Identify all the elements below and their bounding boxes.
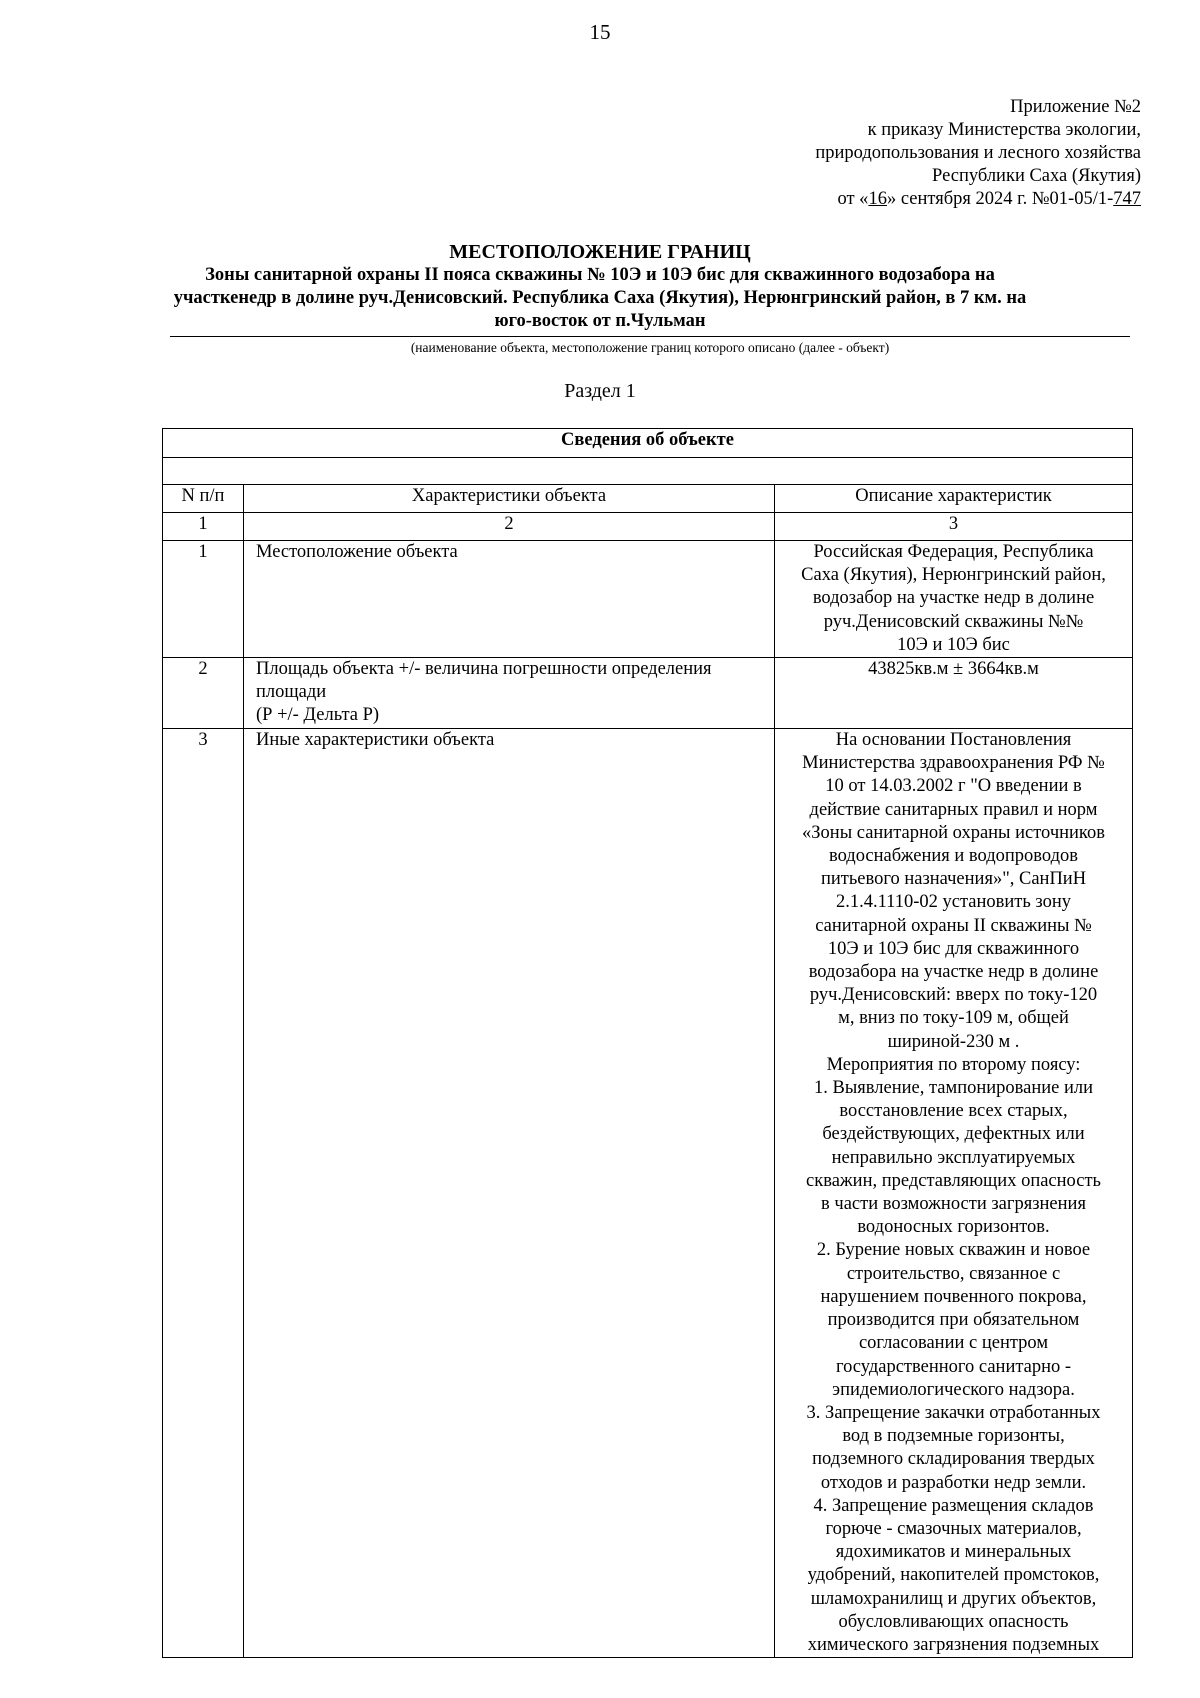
empty-cell [163, 458, 1133, 485]
row-description [775, 541, 1133, 658]
appendix-line: Приложение №2 [1010, 97, 1141, 117]
document-subtitle-line: Зоны санитарной охраны II пояса скважины № 10Э и 10Э бис для скважинного водозабора на [205, 265, 995, 285]
characteristic-line: площади [256, 682, 327, 703]
description-line: водозабора на участке недр в долине [808, 962, 1099, 983]
description-line: горюче - смазочных материалов, [825, 1518, 1082, 1539]
document-subtitle-line: юго-восток от п.Чульман [494, 311, 706, 331]
row-description [775, 729, 1133, 1658]
description-line: Российская Федерация, Республика [813, 542, 1094, 562]
description-line: шириной-230 м . [887, 1031, 1020, 1052]
title-underline [170, 336, 1130, 337]
index-cell: 3 [775, 513, 1133, 541]
description-line: бездействующих, дефектных или [822, 1124, 1085, 1145]
characteristic-line: (Р +/- Дельта Р) [256, 705, 380, 726]
description-line: На основании Постановления [835, 730, 1072, 751]
description-line: 10Э и 10Э бис для скважинного [827, 938, 1080, 959]
table-index-row [163, 513, 1133, 541]
row-characteristic [244, 658, 775, 729]
order-number: 747 [1113, 189, 1141, 209]
header-characteristics: Характеристики объекта [244, 485, 775, 513]
description-line: неправильно эксплуатируемых [831, 1147, 1076, 1168]
date-day: 16 [868, 189, 887, 209]
date-prefix: от « [837, 189, 869, 209]
section-heading: Раздел 1 [564, 380, 636, 402]
description-line: строительство, связанное с [846, 1263, 1061, 1284]
row-characteristic [244, 729, 775, 1658]
description-line: 2.1.4.1110-02 установить зону [835, 892, 1072, 913]
description-line: руч.Денисовский: вверх по току-120 [809, 985, 1098, 1006]
characteristic-line: Иные характеристики объекта [256, 730, 495, 751]
description-line: 4. Запрещение размещения складов [813, 1495, 1094, 1516]
description-line: вод в подземные горизонты, [842, 1426, 1065, 1447]
description-line: действие санитарных правил и норм [809, 799, 1098, 820]
description-line: санитарной охраны II скважины № [815, 915, 1092, 936]
characteristic-line: Площадь объекта +/- величина погрешности определения [256, 659, 712, 680]
description-line: восстановление всех старых, [839, 1101, 1068, 1122]
description-line: 43825кв.м ± 3664кв.м [868, 659, 1039, 680]
description-line: 10Э и 10Э бис [897, 634, 1010, 655]
appendix-line: Республики Саха (Якутия) [932, 166, 1141, 186]
description-line: в части возможности загрязнения [821, 1194, 1086, 1215]
table-row [163, 658, 1133, 729]
description-line: эпидемиологического надзора. [832, 1379, 1075, 1400]
table-row [163, 541, 1133, 658]
description-line: Саха (Якутия), Нерюнгринский район, [801, 565, 1106, 586]
index-cell: 1 [163, 513, 244, 541]
description-line: согласовании с центром [858, 1333, 1049, 1354]
description-line: водозабор на участке недр в долине [812, 588, 1095, 609]
row-number: 3 [163, 729, 244, 1658]
appendix-line: природопользования и лесного хозяйства [815, 143, 1141, 163]
page-number: 15 [589, 20, 611, 44]
document-subtitle-line: участкенедр в долине руч.Денисовский. Республика Саха (Якутия), Нерюнгринский район, в 7 км. на [173, 288, 1027, 308]
row-number: 2 [163, 658, 244, 729]
description-line: водоносных горизонтов. [857, 1217, 1050, 1238]
description-line: производится при обязательном [827, 1310, 1080, 1331]
title-caption: (наименование объекта, местоположение границ которого описано (далее - объект) [410, 340, 890, 355]
description-line: отходов и разработки недр земли. [820, 1472, 1087, 1493]
row-number: 1 [163, 541, 244, 658]
description-line: Министерства здравоохранения РФ № [802, 753, 1105, 774]
document-title: МЕСТОПОЛОЖЕНИЕ ГРАНИЦ [449, 241, 751, 263]
object-info-table [162, 428, 1133, 1658]
description-line: удобрений, накопителей промстоков, [807, 1565, 1100, 1586]
description-line: химического загрязнения подземных [807, 1634, 1100, 1655]
description-line: государственного санитарно - [835, 1356, 1072, 1377]
description-line: шламохранилищ и других объектов, [810, 1588, 1097, 1609]
description-line: 3. Запрещение закачки отработанных [806, 1402, 1101, 1423]
description-line: Мероприятия по второму поясу: [826, 1054, 1081, 1075]
description-line: питьевого назначения»", СанПиН [820, 869, 1087, 890]
table-caption-row [163, 429, 1133, 458]
description-line: подземного складирования твердых [812, 1449, 1095, 1470]
description-line: м, вниз по току-109 м, общей [838, 1008, 1069, 1029]
description-line: 1. Выявление, тампонирование или [813, 1078, 1094, 1099]
header-number: N п/п [163, 485, 244, 513]
appendix-line: к приказу Министерства экологии, [867, 120, 1141, 140]
description-line: скважин, представляющих опасность [806, 1170, 1101, 1191]
table-empty-row [163, 458, 1133, 485]
description-line: руч.Денисовский скважины №№ [823, 611, 1084, 632]
appendix-block [815, 96, 1141, 211]
description-line: нарушением почвенного покрова, [820, 1286, 1087, 1307]
table-row [163, 729, 1133, 1658]
title-block [150, 240, 1050, 333]
description-line: водоснабжения и водопроводов [828, 846, 1079, 867]
description-line: «Зоны санитарной охраны источников [802, 822, 1105, 843]
row-characteristic [244, 541, 775, 658]
row-description [775, 658, 1133, 729]
index-cell: 2 [244, 513, 775, 541]
table-caption: Сведения об объекте [163, 429, 1133, 458]
header-description: Описание характеристик [775, 485, 1133, 513]
table-header-row [163, 485, 1133, 513]
appendix-date-line [815, 188, 1141, 211]
date-middle: » сентября 2024 г. №01-05/1- [886, 189, 1114, 209]
description-line: обусловливающих опасность [838, 1611, 1069, 1632]
description-line: ядохимикатов и минеральных [835, 1542, 1072, 1563]
characteristic-line: Местоположение объекта [256, 542, 458, 562]
description-line: 2. Бурение новых скважин и новое [816, 1240, 1091, 1261]
description-line: 10 от 14.03.2002 г "О введении в [825, 776, 1082, 797]
